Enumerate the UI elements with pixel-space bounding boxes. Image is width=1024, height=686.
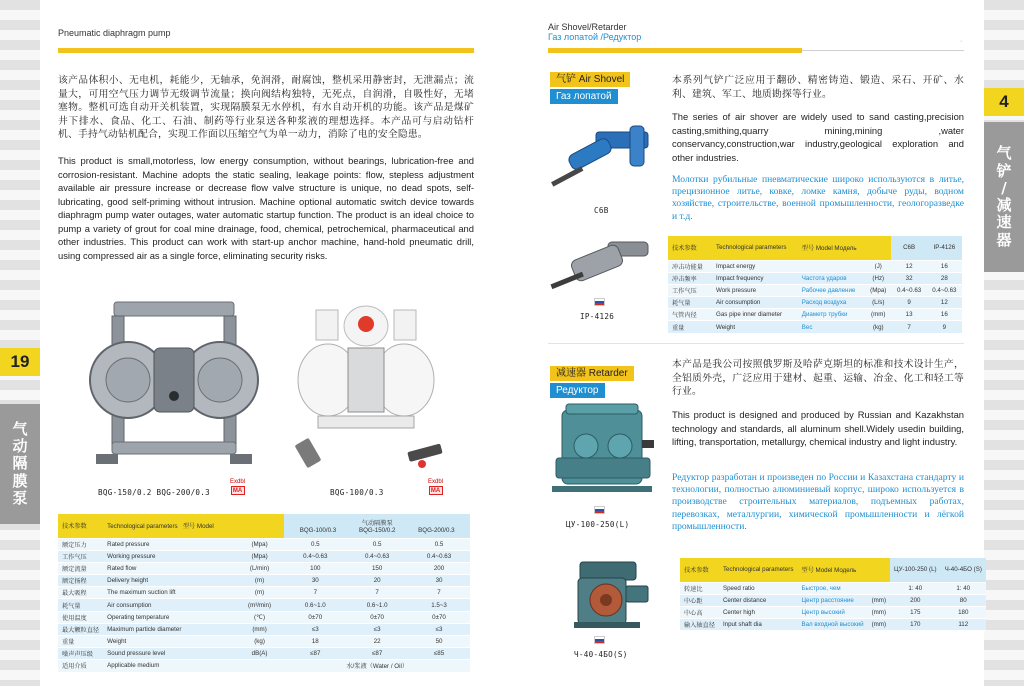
model-name: ЦУ-100-250 (L) [890,558,941,582]
group-header: 气动隔膜泵 [361,519,393,527]
table-cell: (mm) [868,619,890,631]
table-cell: 100 [284,562,346,574]
table-cell: 200 [890,594,941,606]
table-cell: 12 [891,260,926,272]
table-cell: 112 [941,619,986,631]
table-cell: 175 [890,606,941,618]
russian-flag-icon [594,506,605,514]
table-cell: (mm) [235,623,285,635]
table-cell: Rated flow [103,562,235,574]
label-cn-en: 减速器 Retarder [550,366,634,381]
table-cell: ≤87 [346,648,408,660]
table-cell: 200 [408,562,470,574]
table-cell: 气管内径 [668,309,712,321]
table-cell: Gas pipe inner diameter [712,309,798,321]
table-cell: ≤3 [408,623,470,635]
header-en: Air Shovel/Retarder [548,22,627,32]
table-cell: Rated pressure [103,538,235,550]
table-row [680,582,986,594]
ma-mark: MA [429,486,443,495]
row-cn: 适用介质 [58,660,103,672]
tab-char: 膜 [12,471,28,490]
table-row [58,636,470,648]
table-cell: Air consumption [712,297,798,309]
shovel-spec-table [668,236,962,334]
table-cell: Operating temperature [103,611,235,623]
table-cell: ≤85 [408,648,470,660]
hdr-label-cn: 技术参数 [668,236,712,260]
label-ru: Редуктор [550,383,605,398]
table-cell: 冲击频率 [668,272,712,284]
table-cell: 7 [284,587,346,599]
table-cell: 30 [284,575,346,587]
table-cell: 0.5 [408,538,470,550]
tab-char: 铲 [996,161,1012,180]
retarder-caption-2: Ч-40-4БО(S) [574,650,628,659]
table-cell: (Mpa) [865,284,891,296]
air-shovel-c6b-image [548,116,658,206]
air-shovel-ip4126-image [548,234,658,300]
table-cell: Sound pressure level [103,648,235,660]
table-cell: 18 [284,636,346,648]
table-cell: 1: 40 [890,582,941,594]
table-row [668,284,962,296]
model-name: Ч-40-4БО (S) [941,558,986,582]
table-cell: Center high [719,606,798,618]
tab-char: 速 [996,213,1012,232]
table-row [58,623,470,635]
table-cell: 9 [891,297,926,309]
table-cell: 0.4~0.63 [346,550,408,562]
table-cell: The maximum suction lift [103,587,235,599]
table-cell: 9 [927,321,962,333]
table-row [668,321,962,333]
label-cn-en: 气铲 Air Shovel [550,72,630,87]
table-cell: 最大颗粒直径 [58,623,103,635]
table-cell: Вал входной высокий [797,619,867,631]
table-cell: 7 [408,587,470,599]
table-cell: (m) [235,587,285,599]
table-cell: 额定流量 [58,562,103,574]
left-page-number: 19 [0,348,40,376]
left-page-header: Pneumatic diaphragm pump [58,28,171,38]
table-cell: 180 [941,606,986,618]
logo-top-text: Exdbl [230,479,246,485]
table-cell: 工作气压 [668,284,712,296]
explosion-proof-logo-1 [230,478,245,495]
right-section-tab [984,122,1024,272]
table-cell: 耗气量 [58,599,103,611]
table-cell: 中心距 [680,594,719,606]
table-cell: (L/s) [865,297,891,309]
explosion-proof-logo-2 [428,478,443,495]
table-cell: 最大吸程 [58,587,103,599]
left-edge-strip [0,0,40,686]
table-row [680,606,986,618]
table-cell: Air consumption [103,599,235,611]
table-row [58,587,470,599]
left-header-rule [58,48,474,53]
table-cell: 80 [941,594,986,606]
right-header-thin-rule [802,50,964,51]
hdr-models [284,514,470,538]
table-cell: Working pressure [103,550,235,562]
table-cell: 12 [927,297,962,309]
table-cell: 输入轴直径 [680,619,719,631]
model-name: BQG-100/0.3 [299,526,337,534]
table-cell: 50 [408,636,470,648]
table-cell: Impact frequency [712,272,798,284]
table-cell: ≤87 [284,648,346,660]
table-cell: 0.4~0.63 [284,550,346,562]
table-cell: 0.6~1.0 [346,599,408,611]
table-cell: 28 [927,272,962,284]
table-cell: Weight [103,636,235,648]
model-name: IP-4126 [927,236,962,260]
hdr-model-en: Model [196,523,214,531]
hdr-model: 型号 Model Модель [797,558,890,582]
air-shovel-label [550,72,630,104]
table-cell: (mm) [868,594,890,606]
table-cell: Work pressure [712,284,798,296]
table-row [58,599,470,611]
tab-char: 器 [996,230,1012,249]
table-cell: (J) [865,260,891,272]
header-mark: · [960,38,963,45]
table-cell: (mm) [868,606,890,618]
hdr-en: Technological parameters [107,523,178,531]
table-cell: 16 [927,260,962,272]
table-cell: 0±70 [408,611,470,623]
table-cell: 转速比 [680,582,719,594]
table-cell: 16 [927,309,962,321]
shovel-description-en: The series of air shover are widely used to sand casting,precision casting,smithing,quarry mining,mining ,water conservancy,construction,war industry,geological exploration and other industries. [672,111,964,163]
table-cell: 耗气量 [668,297,712,309]
table-cell: Частота ударов [798,272,865,284]
table-cell: Центр высокий [797,606,867,618]
table-row [58,550,470,562]
table-cell: 170 [890,619,941,631]
russian-flag-icon [594,636,605,644]
table-cell: 0.4~0.63 [891,284,926,296]
table-cell: 冲击功能量 [668,260,712,272]
table-cell: Диаметр трубки [798,309,865,321]
table-cell: 中心高 [680,606,719,618]
table-cell: 7 [346,587,408,599]
tab-char: 泵 [12,488,28,507]
table-cell: 额定压力 [58,538,103,550]
tab-char: / [1001,178,1007,197]
shovel-description-ru: Молотки рубильные пневматические широко используются в литье, прецизионное литье, ковке, ломке камня, добыче руды, водном хозяйстве, строительстве, военной промышленности, геологоразведке и т.д. [672,174,964,222]
hdr-label-cn: 技术参数 [680,558,719,582]
tab-char: 气 [12,419,28,438]
hdr-label-en: Technological parameters [712,236,798,260]
table-cell: 7 [891,321,926,333]
pump-description-en: This product is small,motorless, low energy consumption, without bearings, lubrication-free and corrosion-resistant. Machine adopts the static sealing, leakage points: flow, stepless adjustment available air pressure increase or decrease flow valve structure is unique, no dead spots, self-lubricating, good self-priming without intrusion. Machine optional automatic switch device towards diaphragm pump water outages, water automatic startup function. The product is an ideal choice to pump a variety of grout for coal mine drainage, food, chemical, petrochemical, pharmaceutical and other industries. This product can work with start-up anchor machine, hand-hold pneumatic drill, using compressed air as a single force, eliminating security risks. [58,155,474,261]
table-cell: 0.5 [346,538,408,550]
table-row [668,297,962,309]
table-cell: Рабочее давление [798,284,865,296]
table-cell: (℃) [235,611,285,623]
table-cell: dB(A) [235,648,285,660]
table-cell: 20 [346,575,408,587]
logo-top-text: Exdbl [428,479,444,485]
row-en: Applicable medium [103,660,284,672]
table-cell: (kg) [235,636,285,648]
hdr-label-cn: 技术参数 [58,514,103,538]
table-cell: 使用温度 [58,611,103,623]
table-cell: 噪声声压级 [58,648,103,660]
table-row [668,260,962,272]
shovel-description-cn: 本系列气铲广泛应用于翻砂、精密铸造、锻造、采石、开矿、水利、建筑、军工、地质勘探等行业。 [672,75,964,100]
table-cell: 1.5~3 [408,599,470,611]
table-cell: 150 [346,562,408,574]
table-cell: (m) [235,575,285,587]
section-divider [548,343,964,344]
table-cell: (m³/min) [235,599,285,611]
hdr-model: 型号 Model Модель [798,236,892,260]
row-value: 水/浆液（Water / Oil） [284,660,470,672]
russian-flag-icon [594,298,605,306]
table-cell: Maximum particle diameter [103,623,235,635]
table-cell: 0±70 [284,611,346,623]
table-cell: 工作气压 [58,550,103,562]
right-page-header [548,22,641,43]
table-cell: Weight [712,321,798,333]
table-cell: 22 [346,636,408,648]
model-name: C6B [891,236,926,260]
table-row [58,611,470,623]
table-cell: 32 [891,272,926,284]
table-row [668,272,962,284]
table-row [58,648,470,660]
table-cell: (kg) [865,321,891,333]
table-cell: Вес [798,321,865,333]
table-row [668,309,962,321]
ma-mark: MA [231,486,245,495]
pump-caption-2: BQG-100/0.3 [330,488,384,497]
table-cell: 0.5 [284,538,346,550]
table-row [680,619,986,631]
model-name: BQG-200/0.3 [418,526,455,534]
table-cell: 重量 [58,636,103,648]
medium-row [58,660,470,672]
table-cell [798,260,865,272]
retarder-description-cn: 本产品是我公司按照俄罗斯及哈萨克斯坦的标准和技术设计生产，全铝质外壳，广泛应用于建材、起重、运输、冶金、化工和轻工等行业。 [672,359,964,398]
retarder-ch40-image [570,556,654,632]
table-cell: ≤3 [284,623,346,635]
right-page-number: 4 [984,88,1024,116]
table-cell: Delivery height [103,575,235,587]
table-cell: 1: 40 [941,582,986,594]
model-name: BQG-150/0.2 [358,526,396,534]
table-cell: (mm) [865,309,891,321]
table-cell [868,582,890,594]
left-section-tab [0,404,40,524]
retarder-description-en: This product is designed and produced by Russian and Kazakhstan technology and standards, all aluminum shell.Widely usedin building, lifting, transportation, metallurgy, chemical industry and light industry. [672,409,964,447]
table-cell: (L/min) [235,562,285,574]
hdr-model-cn: 型号 [182,523,196,531]
table-cell: Input shaft dia [719,619,798,631]
table-cell: 0±70 [346,611,408,623]
table-row [680,594,986,606]
aluminum-diaphragm-pump-image [86,292,262,482]
table-cell: 重量 [668,321,712,333]
table-cell: (Mpa) [235,538,285,550]
table-row [58,562,470,574]
plastic-diaphragm-pump-image [290,288,446,484]
pump-spec-table [58,514,470,673]
table-cell: Быстрое, чем [797,582,867,594]
table-cell: 13 [891,309,926,321]
right-header-rule [548,48,802,53]
retarder-cu100-image [552,400,656,500]
table-row [58,575,470,587]
hdr-label-en [103,514,284,538]
table-cell: (Hz) [865,272,891,284]
label-ru: Газ лопатой [550,89,618,104]
table-row [58,538,470,550]
table-cell: ≤3 [346,623,408,635]
tab-char: 隔 [12,454,28,473]
table-cell: Center distance [719,594,798,606]
shovel-caption-c6b: C6B [594,206,609,215]
table-cell: 0.4~0.63 [408,550,470,562]
retarder-label [550,366,634,398]
table-cell: Расход воздуха [798,297,865,309]
table-cell: Центр расстояние [797,594,867,606]
tab-char: 动 [12,437,28,456]
retarder-spec-table [680,558,986,631]
pump-description-cn: 该产品体积小、无电机，耗能少，无轴承，免润滑，耐腐蚀，整机采用静密封，无泄漏点；流量大，可用空气压力调节无级调节流量；换向阀结构独特，无死点，自润滑，自吸性好，无堵塞物。整机可选自动开关机装置，实现隔膜泵无水停机，有水自动开机的功能。该产品是煤矿井下排水、食品、化工、石油、制药等行业泵送各种浆液的理想选择。本产品可与启动钻杆机、手持气动钻机配合，实现工作面以压缩空气为单一动力，消除了电的安全隐患。 [58,75,474,141]
retarder-caption-1: ЦУ-100-250(L) [566,520,630,529]
tab-char: 减 [996,196,1012,214]
retarder-description-ru: Редуктор разработан и произведен по России и Казахстана стандарту и технологии, полностью алюминиевый корпус, широко используется в производстве строительных материалов, подъемных работах, перевозках, металлургии, химической промышленности и лёгкой промышленности. [672,472,964,532]
header-ru: Газ лопатой /Редуктор [548,32,642,43]
shovel-caption-ip4126: IP-4126 [580,312,615,321]
pump-caption-1: BQG-150/0.2 BQG-200/0.3 [98,488,211,497]
table-cell: (Mpa) [235,550,285,562]
tab-char: 气 [996,144,1012,163]
table-cell: 额定扬程 [58,575,103,587]
table-cell: 0.4~0.63 [927,284,962,296]
table-cell: Impact energy [712,260,798,272]
hdr-label-en: Technological parameters [719,558,798,582]
table-cell: 30 [408,575,470,587]
table-cell: 0.6~1.0 [284,599,346,611]
table-cell: Speed ratio [719,582,798,594]
